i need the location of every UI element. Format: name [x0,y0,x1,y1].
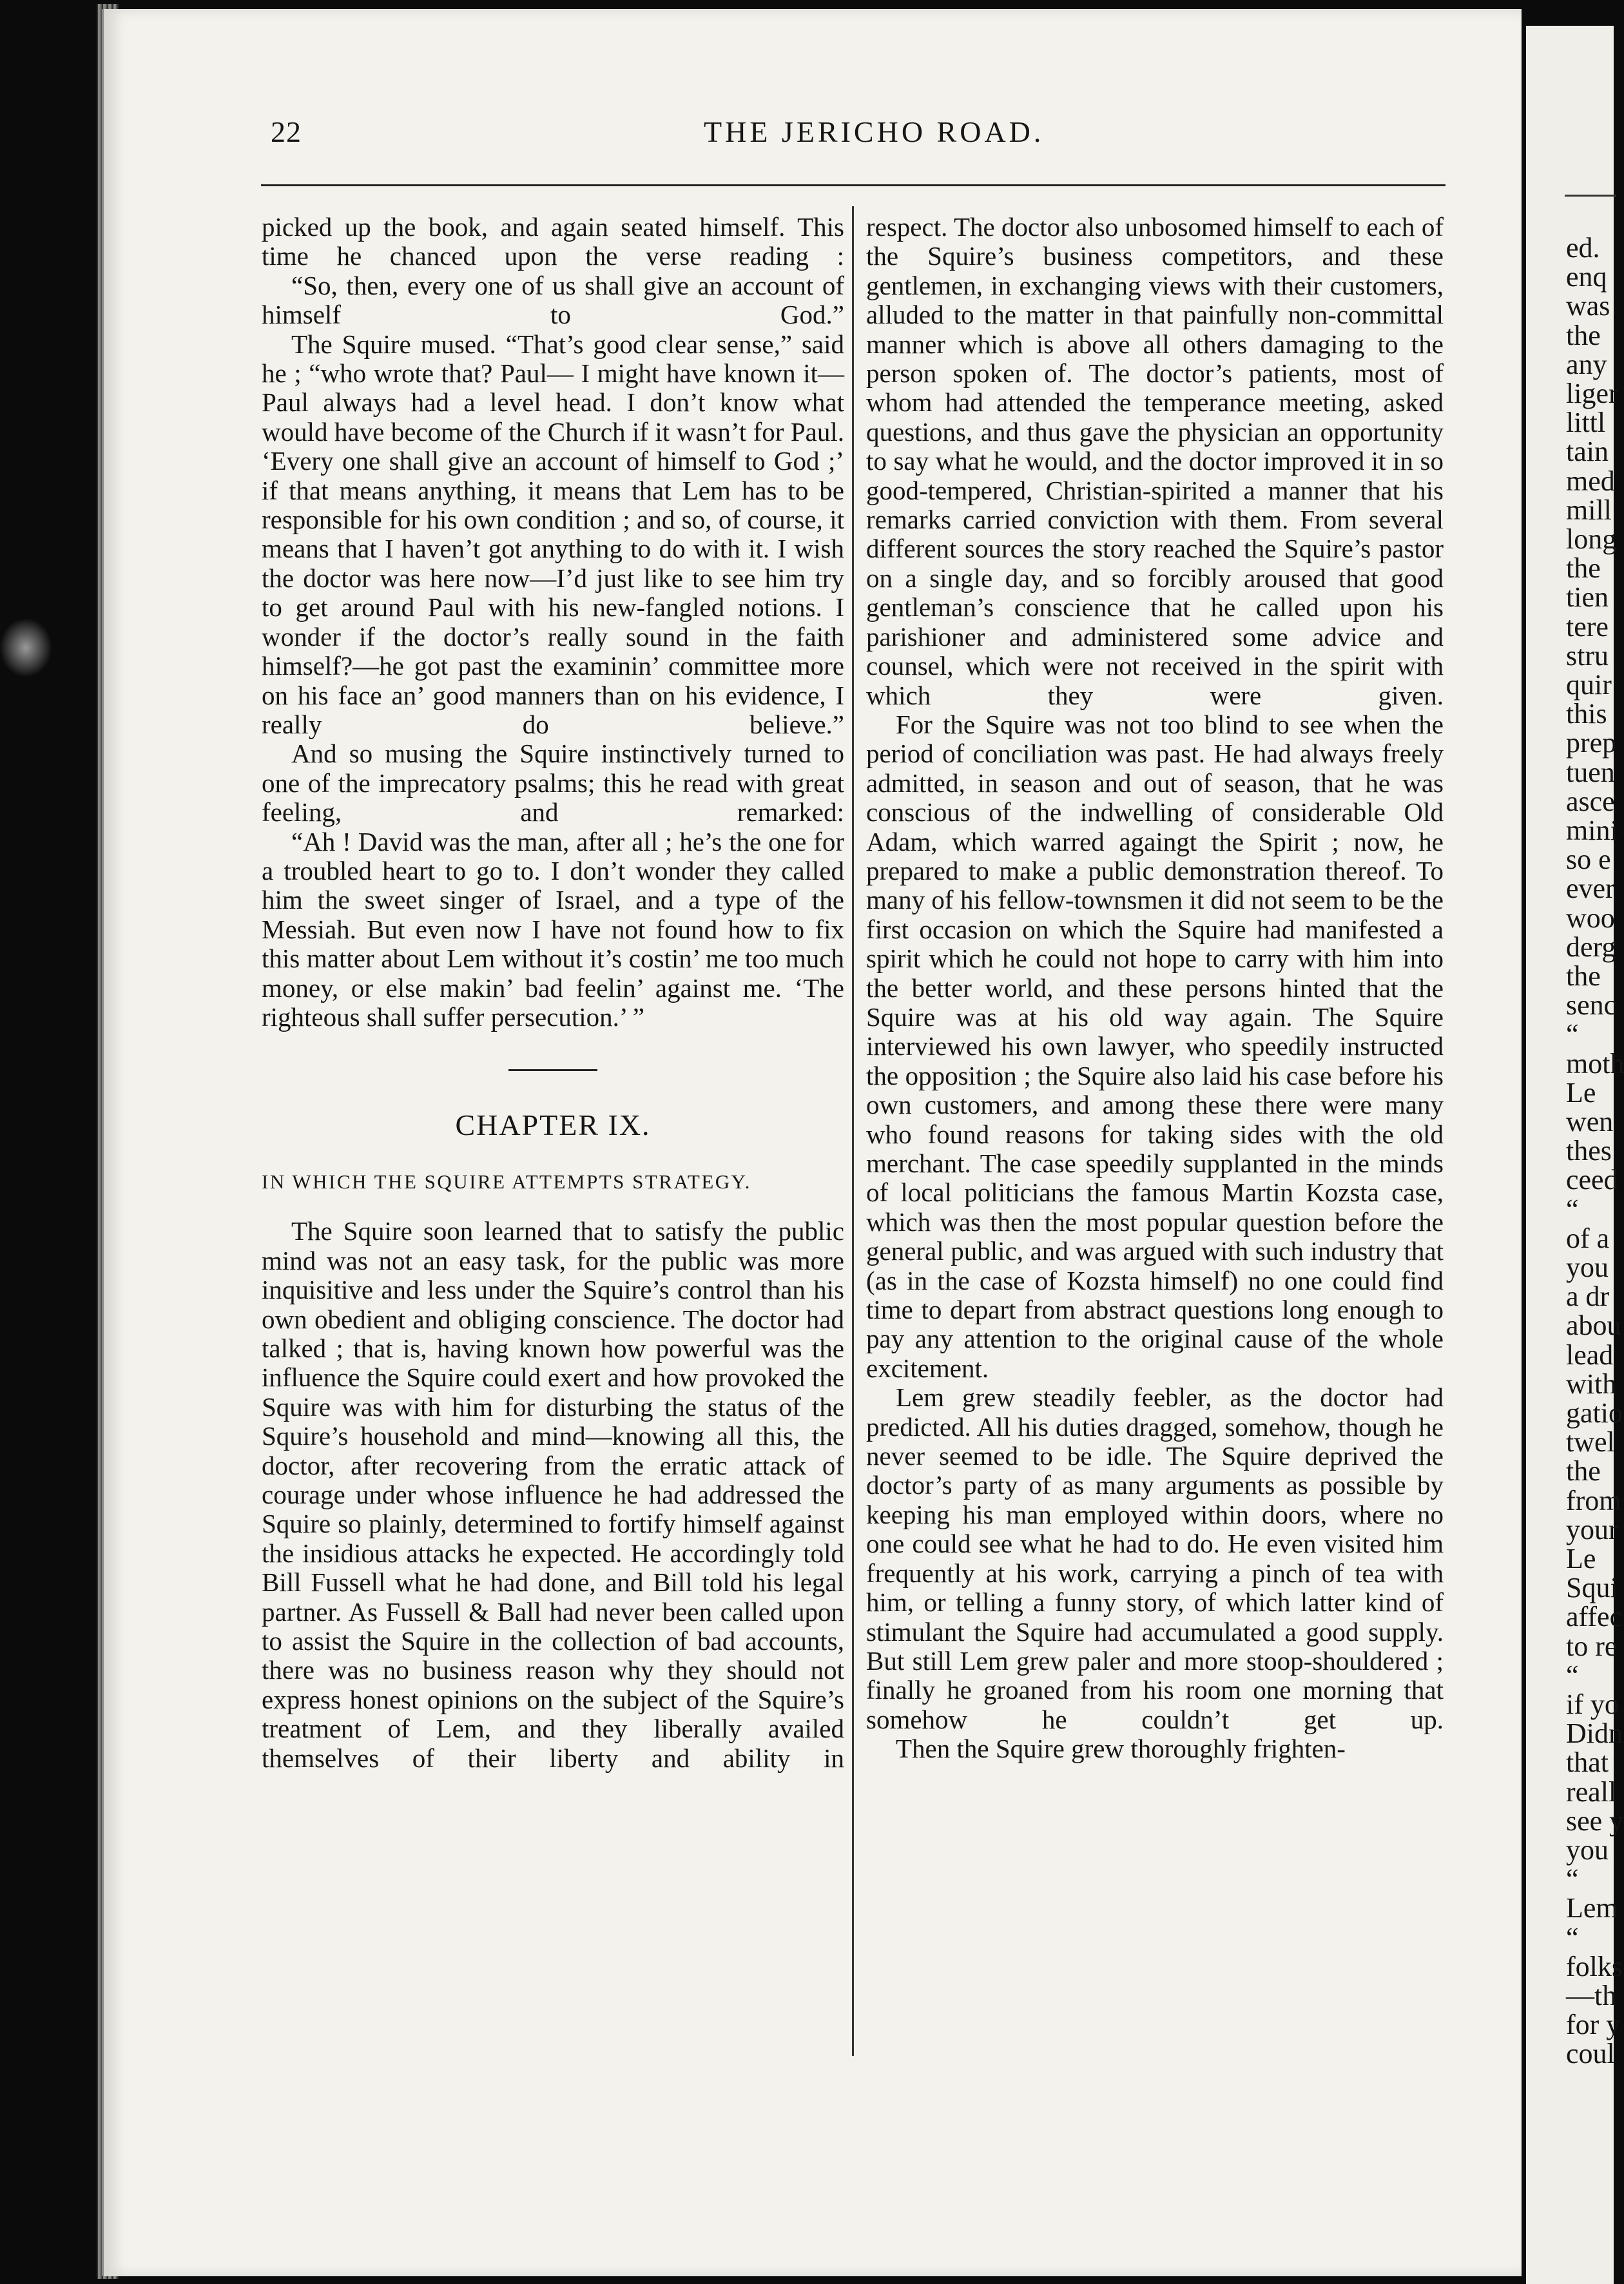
paragraph: The Squire mused. “That’s good clear sense,” said he ; “who wrote that? Paul— I might have known it—Paul always had a level head. I don’t know what would have become of the Church if it wasn’t for Paul. ‘Every one shall give an account of himself to God ;’ if that means anything, it means that Lem has to be responsible for his own condition ; and so, of course, it means that I haven’t got anything to do with it. I wish the doctor was here now—I’d just like to see him try to get around Paul with his new-fangled notions. I wonder if the doctor’s really sound in the faith himself?—he got past the examinin’ committee more on his face an’ good manners than on his evidence, I really do believe.” [262,329,844,739]
next-page-line: med [1566,465,1615,497]
paragraph: Lem grew steadily feebler, as the doctor had predicted. All his duties dragged, somehow, though he never seemed to be idle. The Squire deprived the doctor’s party of as many arguments as possible by keeping his man employed within doors, where no one could see what he had to do. He even visited him frequently at his work, carrying a pinch of tea with him, or telling a funny story, of which latter kind of stimulant the Squire had accumulated a good supply. But still Lem grew paler and more stoop-shouldered ; finally he groaned from his room one morning that somehow he couldn’t get up. [866,1382,1444,1734]
next-page-line: so e [1566,844,1611,876]
next-page-line: the [1566,552,1601,585]
next-page-line: from [1566,1484,1621,1516]
next-page-fragment [1526,26,1624,2284]
next-page-line: quir [1566,669,1612,701]
next-page-line: liger [1566,378,1618,409]
next-page-line: folks [1566,1950,1623,1982]
paragraph: For the Squire was not too blind to see when the period of conciliation was past. He had always freely admitted, in season and out of season, that he was conscious of the indwelling of considerable Old Adam, which warred againgt the Spirit ; now, he prepared to make a public demonstration thereof. To many of his fellow-townsmen it did not seem to be the first occasion on which the Squire had manifested a spirit which he could not hope to carry with him into the better world, and these persons hinted that the Squire was at his old way again. The Squire interviewed his own lawyer, who speedily instructed the opposition ; the Squire also laid his case before his own customers, and among these there were many who found reasons for taking sides with the old merchant. The case speedily supplanted in the minds of local politicians the famous Martin Kozsta case, which was then the most popular question before the general public, and was argued with such industry that (as in the case of Kozsta himself) no one could find time to depart from abstract questions long enough to pay any attention to the original cause of the whole excitement. [866,709,1444,1383]
right-column [866,213,1444,1764]
next-page-line: mill [1566,494,1612,526]
next-page-line: reall [1566,1776,1617,1808]
next-page-line: ceed [1566,1164,1618,1196]
next-page-line: wen [1566,1106,1614,1137]
next-page-line: for y [1566,2009,1621,2041]
next-page-line: “ [1566,1659,1579,1691]
section-rule [508,1069,597,1071]
running-title: THE JERICHO ROAD. [704,115,1045,148]
next-page-line: any [1566,348,1607,380]
next-page-line: ever [1566,873,1615,905]
next-page-line: ed. [1566,232,1600,264]
next-page-line: —th [1566,1980,1617,2011]
next-page-line: tere [1566,610,1609,643]
column-divider [852,206,854,2056]
next-page-line: the [1566,1455,1601,1487]
next-page-line: you [1566,1834,1609,1866]
next-page-line: derg [1566,931,1616,963]
next-page-line: a dr [1566,1281,1610,1313]
next-page-line: abou [1566,1310,1621,1342]
next-page-line: Le [1566,1076,1596,1108]
running-head [0,115,1614,153]
next-page-line: affec [1566,1601,1623,1633]
next-page-line: the [1566,960,1601,992]
next-page-line: coul [1566,2038,1615,2070]
next-page-rule [1565,195,1616,197]
next-page-line: tuen [1566,756,1615,788]
paragraph: And so musing the Squire instinctively turned to one of the imprecatory psalms; this he read with great feeling, and remarked: [262,739,844,827]
next-page-line: the [1566,319,1601,351]
next-page-line: prep [1566,727,1617,759]
next-page-line: “ [1566,1018,1579,1050]
next-page-line: Squi [1566,1572,1618,1604]
paragraph: picked up the book, and again seated himself. This time he chanced upon the verse reading : [262,212,844,271]
next-page-line: your [1566,1513,1618,1545]
scan-stain [0,619,52,677]
next-page-line: you [1566,1252,1609,1283]
next-page-line: Didn [1566,1718,1623,1750]
next-page-line: littl [1566,407,1606,439]
next-page-line: lead [1566,1339,1614,1371]
next-page-line: thes [1566,1135,1612,1167]
next-page-line: this [1566,698,1607,730]
next-page-line: tain [1566,436,1609,468]
header-rule [261,184,1445,186]
left-column [262,213,844,1773]
next-page-line: of a [1566,1222,1610,1254]
next-page-line: gatio [1566,1397,1623,1429]
next-page-line: with [1566,1368,1617,1400]
next-page-line: “ [1566,1863,1579,1895]
next-page-line: mini [1566,815,1618,846]
next-page-line: twel [1566,1426,1615,1458]
next-page-line: tien [1566,581,1609,614]
next-page-line: woo [1566,902,1615,934]
page-number: 22 [271,115,302,148]
next-page-line: was [1566,290,1610,322]
paragraph: “Ah ! David was the man, after all ; he’s the one for a troubled heart to go to. I don’t wonder they called him the sweet singer of Israel, and a type of the Messiah. But even now I have not found how to fix this matter about Lem without it’s costin’ me too much money, or else makin’ bad feelin’ against me. ‘The righteous shall suffer persecution.’ ” [262,826,844,1032]
next-page-line: “ [1566,1921,1579,1953]
next-page-line: to re [1566,1630,1618,1662]
chapter-subtitle: IN WHICH THE SQUIRE ATTEMPTS STRATEGY. [262,1170,751,1194]
paragraph: The Squire soon learned that to satisfy the public mind was not an easy task, for the public was more inquisitive and less under the Squire’s control than his own obedient and obliging conscience. The doctor had talked ; that is, having known how powerful was the influence the Squire could exert and how provoked the Squire was with him for disturbing the status of the Squire’s household and mind—knowing all this, the doctor, after recovering from the erratic attack of courage under whose influence he had addressed the Squire so plainly, determined to fortify himself against the insidious attacks he expected. He accordingly told Bill Fussell what he had done, and Bill told his legal partner. As Fussell & Ball had never been called upon to assist the Squire in the collection of bad accounts, there was no business reason why they should not express honest opinions on the subject of the Squire’s treatment of Lem, and they liberally availed themselves of their liberty and ability in [262,1216,844,1773]
next-page-line: long [1566,523,1617,555]
next-page-line: stru [1566,639,1609,672]
next-page-line: Lem [1566,1892,1618,1924]
next-page-line: asce [1566,785,1615,817]
next-page-line: see y [1566,1805,1624,1837]
chapter-title: CHAPTER IX. [455,1108,651,1142]
paragraph: “So, then, every one of us shall give an account of himself to God.” [262,270,844,330]
next-page-line: moth [1566,1047,1624,1079]
next-page-line: “ [1566,1193,1579,1225]
next-page-line: enq [1566,261,1607,293]
next-page-line: senc [1566,989,1617,1021]
paragraph: respect. The doctor also unbosomed himself to each of the Squire’s business competitors, and these gentlemen, in exchanging views with their customers, alluded to the matter in that painfully non-committal manner which is above all others damaging to the person spoken of. The doctor’s patients, most of whom had attended the temperance meeting, asked questions, and thus gave the physician an opportunity to say what he would, and the doctor improved it in so good-tempered, Christian-spirited a manner that his remarks carried conviction with them. From several different sources the story reached the Squire’s pastor on a single day, and so forcibly aroused that good gentleman’s conscience that he called upon his parishioner and administered some advice and counsel, which were not received in the spirit with which they were given. [866,212,1444,710]
next-page-line: if yo [1566,1689,1619,1720]
next-page-line: that [1566,1747,1609,1779]
paragraph: Then the Squire grew thoroughly frighten- [896,1734,1346,1764]
next-page-line: Le [1566,1543,1596,1574]
